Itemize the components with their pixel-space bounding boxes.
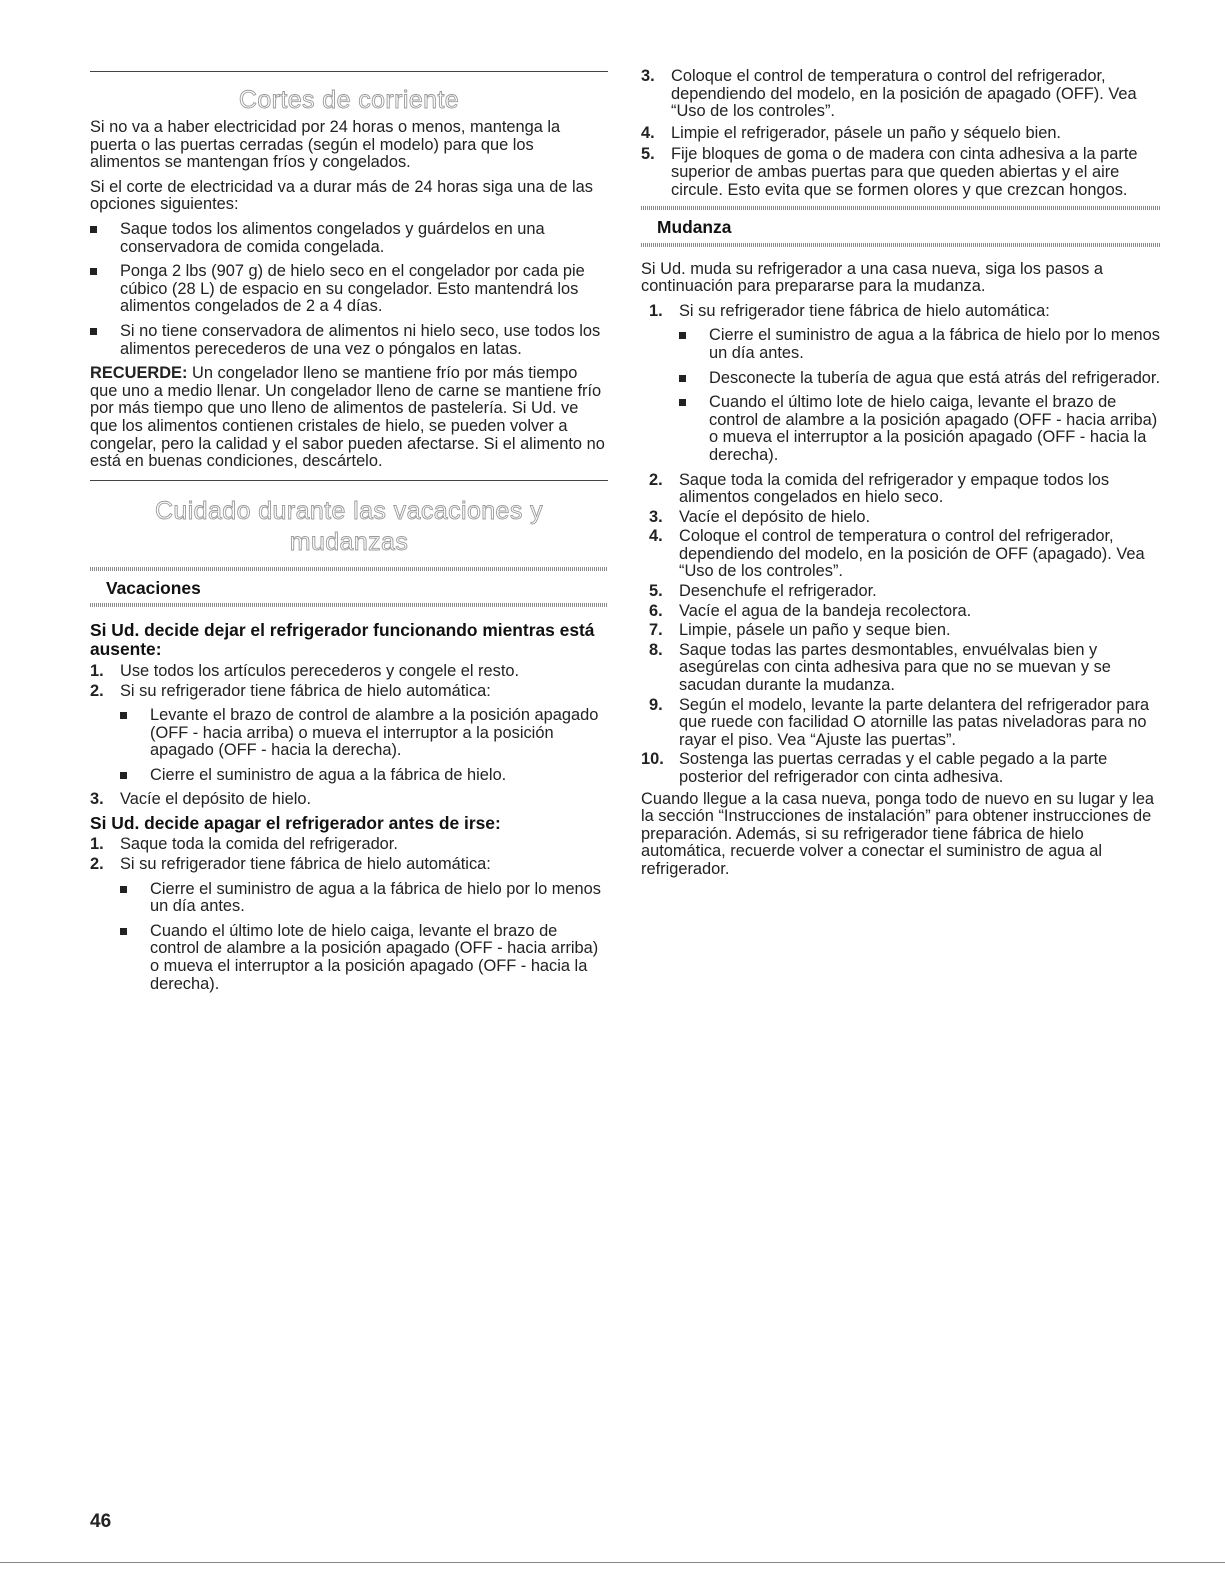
continued-steps <box>641 68 1161 199</box>
step-item: 2. Si su refrigerador tiene fábrica de hielo automática: <box>90 855 491 874</box>
step-item: 4. Coloque el control de temperatura o control del refrigerador, dependiendo del modelo, en la posición de OFF (apagado). Vea “Uso de los controles”. <box>649 527 1145 581</box>
bullet-icon <box>679 375 686 382</box>
left-column <box>90 0 608 1000</box>
bullet-icon <box>120 928 127 935</box>
right-column <box>641 0 1161 886</box>
bullet-icon <box>90 328 97 335</box>
section-rule <box>90 71 608 72</box>
remember-text: Un congelador lleno se mantiene frío por más tiempo que uno a medio llenar. Un congelador lleno de carne se mantiene frío por más tiempo que uno lleno de alimentos de pastelería. Si Ud. ve que los alimentos contienen cristales de hielo, se pueden volver a congelar, pero la calidad y el sabor pueden afectarse. Si el alimento no está en buenas condiciones, descártelo. <box>90 364 605 471</box>
hatch-divider <box>90 603 608 607</box>
sub-list <box>641 327 1161 464</box>
moving-heading: Mudanza <box>657 217 732 238</box>
bullet-icon <box>90 226 97 233</box>
bullet-icon <box>90 268 97 275</box>
hatch-divider <box>90 567 608 571</box>
sub-list <box>90 707 608 784</box>
step-item: 4. Limpie el refrigerador, pásele un paño y séquelo bien. <box>641 123 1061 142</box>
remember-note <box>90 365 608 471</box>
list-item: Cuando el último lote de hielo caiga, levante el brazo de control de alambre a la posición apagado (OFF - hacia arriba) o mueva el interruptor a la posición apagado (OFF - hacia la derecha). <box>120 923 608 993</box>
step-item: 10. Sostenga las puertas cerradas y el cable pegado a la parte posterior del refrigerador con cinta adhesiva. <box>641 750 1108 786</box>
moving-intro: Si Ud. muda su refrigerador a una casa nueva, siga los pasos a continuación para prepararse para la mudanza. <box>641 259 1103 296</box>
list-item: Ponga 2 lbs (907 g) de hielo seco en el congelador por cada pie cúbico (28 L) de espacio en su congelador. Esto mantendrá los alimentos congelados de 2 a 4 días. <box>90 263 608 316</box>
list-item: Cierre el suministro de agua a la fábrica de hielo por lo menos un día antes. <box>120 881 608 916</box>
moving-closing: Cuando llegue a la casa nueva, ponga todo de nuevo en su lugar y lea la sección “Instrucciones de instalación” para obtener instrucciones de preparación. Además, si su refrigerador tiene fábrica de hielo automática, recuerde volver a conectar el suministro de agua al refrigerador. <box>641 789 1155 878</box>
list-item: Cuando el último lote de hielo caiga, levante el brazo de control de alambre a la posición apagado (OFF - hacia arriba) o mueva el interruptor a la posición apagado (OFF - hacia la derecha). <box>679 394 1161 464</box>
step-item: 2. Si su refrigerador tiene fábrica de hielo automática: <box>90 681 491 700</box>
step-item: 3. Vacíe el depósito de hielo. <box>649 507 871 526</box>
list-item: Si no tiene conservadora de alimentos ni hielo seco, use todos los alimentos perecederos de una vez o póngalos en latas. <box>90 323 608 358</box>
bullet-icon <box>120 886 127 893</box>
bullet-icon <box>679 399 686 406</box>
list-item: Cierre el suministro de agua a la fábrica de hielo por lo menos un día antes. <box>679 327 1161 362</box>
hatch-divider <box>641 206 1161 210</box>
step-item: 2. Saque toda la comida del refrigerador y empaque todos los alimentos congelados en hielo seco. <box>649 470 1110 507</box>
step-item: 6. Vacíe el agua de la bandeja recolectora. <box>649 601 972 620</box>
power-outage-paragraph: Si el corte de electricidad va a durar más de 24 horas siga una de las opciones siguientes: <box>90 177 593 214</box>
step-item: 1. Saque toda la comida del refrigerador. <box>90 835 398 854</box>
step-item: 1. Use todos los artículos perecederos y congele el resto. <box>90 661 520 680</box>
bullet-icon <box>679 332 686 339</box>
step-item: 3. Coloque el control de temperatura o control del refrigerador, dependiendo del modelo, en la posición de apagado (OFF). Vea “Uso de los controles”. <box>641 67 1137 121</box>
page-bottom-rule <box>0 1562 1225 1563</box>
vacations-heading: Vacaciones <box>106 577 201 598</box>
hatch-divider <box>641 243 1161 247</box>
step-item: 5. Fije bloques de goma o de madera con cinta adhesiva a la parte superior de ambas puertas para que queden abiertas y el aire circule. Esto evita que se formen olores y que crezcan hongos. <box>641 145 1138 199</box>
power-outage-title: Cortes de corriente <box>238 86 460 114</box>
step-item: 3. Vacíe el depósito de hielo. <box>90 790 312 809</box>
remember-label: RECUERDE: <box>90 364 188 383</box>
off-heading: Si Ud. decide apagar el refrigerador antes de irse: <box>90 813 501 834</box>
step-item: 1. Si su refrigerador tiene fábrica de hielo automática: <box>649 301 1050 320</box>
list-item: Levante el brazo de control de alambre a la posición apagado (OFF - hacia arriba) o mueva el interruptor a la posición apagado (OFF - hacia la derecha). <box>120 707 608 760</box>
page-number: 46 <box>90 1511 112 1532</box>
vacation-care-title: mudanzas <box>289 527 409 556</box>
step-item: 5. Desenchufe el refrigerador. <box>649 582 877 601</box>
step-item: 9. Según el modelo, levante la parte delantera del refrigerador para que ruede con facilidad O atornille las patas niveladoras para no rayar el piso. Vea “Ajuste las puertas”. <box>649 695 1150 749</box>
power-outage-paragraph: Si no va a haber electricidad por 24 horas o menos, mantenga la puerta o las puertas cerradas (según el modelo) para que los alimentos se mantengan fríos y congelados. <box>90 118 561 172</box>
section-rule <box>90 480 608 481</box>
step-item: 7. Limpie, pásele un paño y seque bien. <box>649 621 951 640</box>
bullet-icon <box>120 712 127 719</box>
sub-list <box>90 881 608 994</box>
vacation-care-title: Cuidado durante las vacaciones y <box>154 496 544 525</box>
list-item: Cierre el suministro de agua a la fábrica de hielo. <box>120 767 608 785</box>
list-item: Desconecte la tubería de agua que está atrás del refrigerador. <box>679 370 1161 388</box>
bullet-icon <box>120 772 127 779</box>
running-heading: Si Ud. decide dejar el refrigerador funcionando mientras está ausente: <box>90 620 595 659</box>
step-item: 8. Saque todas las partes desmontables, envuélvalas bien y asegúrelas con cinta adhesiva para que no se muevan y se sacudan durante la mudanza. <box>649 640 1111 695</box>
list-item: Saque todos los alimentos congelados y guárdelos en una conservadora de comida congelada. <box>90 221 608 256</box>
